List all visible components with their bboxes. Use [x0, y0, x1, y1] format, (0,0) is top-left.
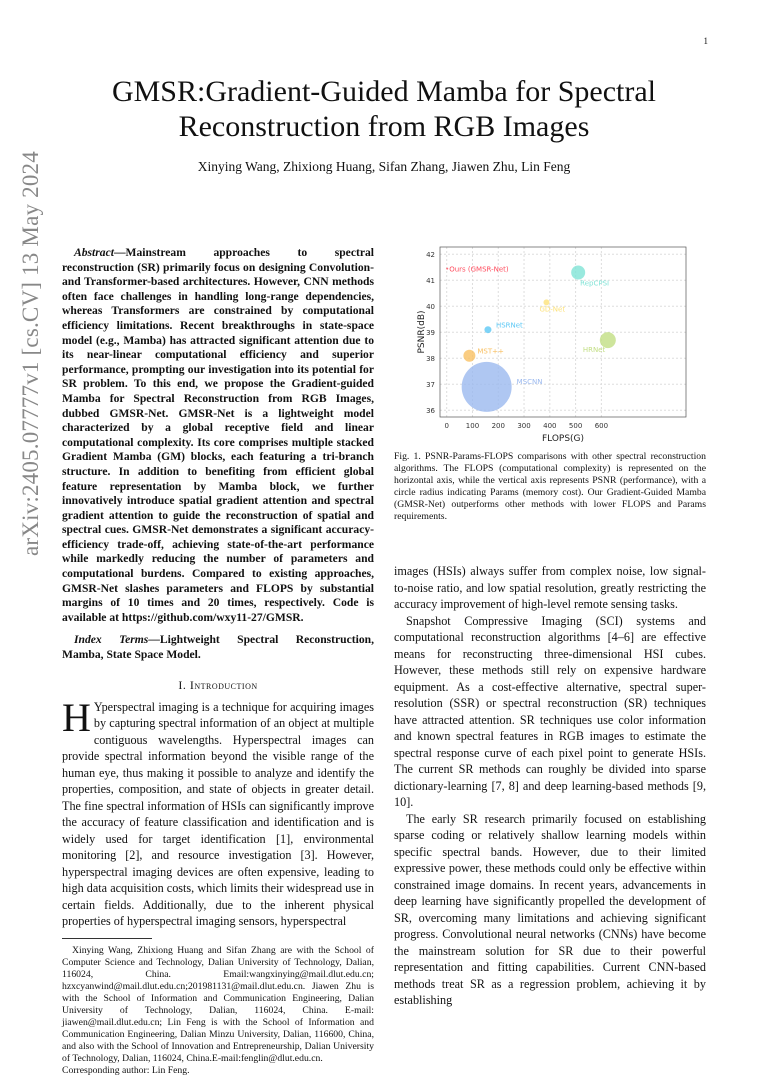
paragraph: Snapshot Compressive Imaging (SCI) systems and computational reconstruction algorithms [4–6] are effective means for reconstructing three-dimensional HSI cubes. However, these methods still rely on expensive hardware equipment. As a cost-effective alternative, spectral super-resolution (SSR) or spectral reconstruction (SR) techniques have attracted attention. SR techniques use color information and known spectral features in RGB images to estimate the spectral response curve of each pixel point to generate HSIs. The current SR methods can roughly be divided into sparse dictionary-learning [7, 8] and deep learning-based methods [9, 10]. — [394, 613, 706, 809]
left-column — [62, 246, 374, 1077]
data-label: RepCPSI — [580, 279, 610, 288]
x-axis-label: FLOPS(G) — [541, 434, 585, 444]
section-heading — [62, 677, 374, 693]
data-point-ours-gmsr-net- — [446, 268, 448, 270]
footnote-rule — [62, 938, 152, 939]
arxiv-identifier: arXiv:2405.07777v1 [cs.CV] 13 May 2024 — [18, 151, 43, 556]
y-axis-label: PSNR(dB) — [417, 310, 427, 354]
intro-text: Yperspectral imaging is a technique for acquiring images by capturing spectral information of an object at multiple contiguous wavelengths. Hyperspectral images can provide spectral information beyond the visible range of the human eye, thus making it possible to analyze and identify the properties, composition, and state of objects in greater detail. The fine spectral information of HSIs can significantly improve the accuracy of feature classification and identification and is widely used for target identification [1], environmental monitoring [2], and resource investigation [3]. However, hyperspectral imaging devices are often expensive, leading to high data acquisition costs, which limits their widespread use in certain fields. Additionally, due to the inherent physical properties of hyperspectral imaging sensors, hyperspectral — [62, 699, 374, 929]
x-tick-label: 0 — [444, 422, 449, 430]
data-label: MST++ — [477, 347, 504, 356]
right-column-text — [394, 563, 706, 1009]
x-tick-label: 300 — [517, 422, 531, 430]
y-tick-label: 36 — [426, 406, 435, 415]
x-tick-label: 100 — [465, 422, 480, 430]
index-terms-text: —Lightweight Spectral Reconstruction, Mamba, State Space Model. — [62, 633, 374, 662]
paper-title: GMSR:Gradient-Guided Mamba for Spectral Reconstruction from RGB Images — [111, 75, 657, 143]
abstract — [62, 246, 374, 625]
x-tick-label: 200 — [491, 422, 505, 430]
figure-caption: Fig. 1. PSNR-Params-FLOPS comparisons with other spectral reconstruction algorithms. The FLOPS (computational complexity) is represented on the horizontal axis, while the vertical axis represents PSNR (performance), with a circle radius indicating Params (memory cost). Our Gradient-Guided Mamba (GMSR-Net) outperforms other methods with lower FLOPS and Params requirements. — [394, 451, 706, 522]
drop-cap: H — [62, 694, 91, 740]
x-tick-label: 400 — [543, 422, 557, 430]
data-label: GD-Net — [539, 305, 566, 314]
author-list: Xinying Wang, Zhixiong Huang, Sifan Zhang, Jiawen Zhu, Lin Feng — [197, 159, 571, 174]
data-point-repcpsi — [571, 266, 585, 280]
y-tick-label: 40 — [426, 302, 435, 311]
abstract-label: Abstract — [74, 246, 114, 259]
footnote-affiliations: Xinying Wang, Zhixiong Huang and Sifan Zhang are with the School of Computer Science and Technology, Dalian University of Technology, Dalian, 116024, China. Email:wangxinying@mail.dlut.edu.cn; hzxcyanwind@mail.dlut.edu.cn;201981131@mail.dlut.edu.cn. Jiawen Zhu is with the School of Information and Communication Engineering, Dalian University of Technology, Dalian, 116024, China. E-mail: jiawen@mail.dlut.edu.cn; Lin Feng is with the School of Information and Communication Engineering, Dalian Minzu University, Dalian, 116600, China, and also with the School of Innovation and Entrepreneurship, Dalian University of Technology, Dalian, 116024, China.E-mail:fenglin@dlut.edu.cn. — [62, 944, 374, 1064]
x-tick-label: 600 — [594, 422, 609, 430]
section-heading-text: I. Introduction — [178, 677, 258, 692]
page-number: 1 — [703, 36, 708, 46]
index-terms-label: Index Terms — [74, 633, 149, 647]
index-terms — [62, 633, 374, 662]
abstract-text: —Mainstream approaches to spectral reconstruction (SR) primarily focus on designing Convolution- and Transformer-based architectures. However, CNN methods often face challenges in handling long-range dependencies, whereas Transformers are constrained by computational efficiency limitations. Recent breakthroughs in state-space model (e.g., Mamba) has attracted significant attention due to its near-linear computational efficiency and superior performance, prompting our investigation into its potential for SR problem. To this end, we propose the Gradient-guided Mamba for Spectral Reconstruction from RGB Images, dubbed GMSR-Net. GMSR-Net is a lightweight model characterized by a global receptive field and linear computational complexity. Its core comprises multiple stacked Gradient Mamba (GM) blocks, each featuring a tri-branch structure. In addition to benefiting from efficient global feature representation by Mamba block, we further innovatively introduce spatial gradient attention and spectral gradient attention to guide the reconstruction of spatial and spectral cues. GMSR-Net demonstrates a significant accuracy-efficiency trade-off, achieving state-of-the-art performance while markedly reducing the number of parameters and computational burdens. Compared to existing approaches, GMSR-Net slashes parameters and FLOPS by substantial margins of 10 times and 20 times, respectively. Code is available at https://github.com/wxy11-27/GMSR. — [62, 246, 374, 624]
data-point-hsrnet — [484, 326, 491, 333]
y-tick-label: 39 — [426, 328, 435, 337]
data-point-mst- — [463, 350, 475, 362]
y-tick-label: 38 — [426, 354, 435, 363]
footnote — [62, 945, 374, 1077]
footnote-area — [62, 930, 374, 1077]
intro-paragraph — [62, 694, 374, 930]
paragraph: images (HSIs) always suffer from complex noise, low signal-to-noise ratio, and low spatial resolution, greatly restricting the accuracy improvement of high-level remote sensing tasks. — [394, 564, 706, 611]
footnote-corresponding: Corresponding author: Lin Feng. — [62, 1064, 190, 1076]
data-label: HRNet — [582, 346, 606, 355]
y-tick-label: 41 — [426, 276, 435, 285]
right-column — [394, 240, 706, 1009]
psnr-flops-chart — [394, 240, 694, 445]
y-tick-label: 37 — [426, 380, 435, 389]
data-point-mscnn — [462, 362, 512, 412]
data-label: MSCNN — [516, 377, 543, 386]
x-tick-label: 500 — [568, 422, 583, 430]
paragraph: The early SR research primarily focused on establishing sparse coding or relatively shallow learning models within specific spectral bands. However, due to their limited expressive power, these methods could only be effective within constrained image domains. In recent years, advancements in deep learning have significantly propelled the development of SR, overcoming many limitations and achieving significant progress. Convolutional neural networks (CNNs) have become the mainstream solution for SR due to their powerful representation and fitting capabilities. Current CNN-based methods treat SR as a regression problem, achieving it by establishing — [394, 811, 706, 1007]
data-label: HSRNet — [495, 321, 523, 330]
data-label: Ours (GMSR-Net) — [449, 265, 509, 274]
y-tick-label: 42 — [426, 250, 435, 259]
